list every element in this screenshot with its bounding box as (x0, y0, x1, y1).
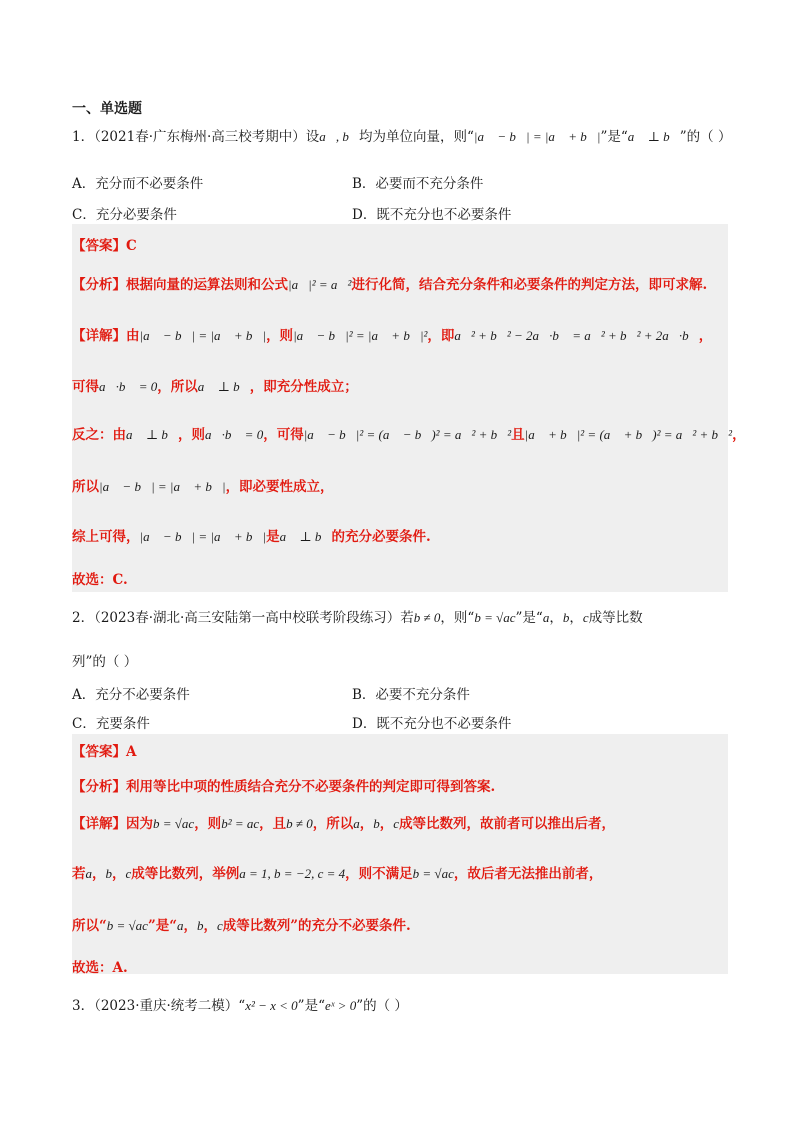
q1-math-vectors: a⃗, b⃗ (319, 129, 360, 144)
q2-detail-text: ”是“ (147, 918, 177, 934)
q2-math: b ≠ 0 (286, 816, 313, 831)
q1-option-c: C．充分必要条件 (72, 207, 177, 223)
q1-detail-line-2 (72, 375, 358, 395)
q2-math: b = √ac (412, 866, 454, 881)
q1-option-b: B．必要而不充分条件 (352, 176, 484, 192)
q2-math: b = √ac (106, 918, 148, 933)
question-3-stem (72, 996, 408, 1016)
q1-math: |a⃗ − b⃗|² = (a⃗ − b⃗)² = a⃗² + b⃗² (303, 427, 512, 442)
q2-detail-text: 成等比数列”的充分不必要条件. (222, 918, 411, 934)
q2-detail-text: ， (112, 866, 126, 882)
q2-detail-text: ，且 (259, 816, 287, 832)
q1-stem-text: 1．（2021春·广东梅州·高三校考期中）设 (72, 129, 320, 145)
q2-math: b (105, 866, 112, 881)
q1-detail-text: 【详解】由 (72, 328, 140, 344)
q1-stem-text: 均为单位向量，则“ (359, 129, 474, 145)
q2-choose: 故选：A. (72, 960, 128, 976)
q1-detail-text: 的充分必要条件. (331, 529, 431, 545)
q2-math: b ≠ 0 (413, 610, 441, 625)
q1-detail-text: ， (732, 427, 746, 443)
q1-detail-text: 综上可得， (72, 529, 140, 545)
q3-math: x² − x < 0 (245, 998, 298, 1013)
q2-math: b = √ac (474, 610, 516, 625)
q2-math: b² = ac (221, 816, 260, 831)
q2-math: a (353, 816, 360, 831)
q2-solution-box (72, 734, 728, 974)
q1-detail-text: 反之：由 (72, 427, 126, 443)
q2-detail-text: 所以“ (72, 918, 107, 934)
q2-option-d: D．既不充分也不必要条件 (352, 716, 512, 732)
q1-detail-text: ， (698, 328, 713, 344)
q1-answer: 【答案】C (72, 238, 137, 254)
q1-detail-text: ，即充分性成立； (249, 379, 358, 395)
q2-option-a: A．充分不必要条件 (72, 687, 190, 703)
q3-stem-text: ”的（ ） (356, 998, 408, 1014)
q2-analysis: 【分析】利用等比中项的性质结合充分不必要条件的判定即可得到答案. (72, 779, 496, 795)
q2-math: c (393, 816, 400, 831)
q1-math: |a⃗ + b⃗|² = (a⃗ + b⃗)² = a⃗² + b⃗² (524, 427, 733, 442)
q2-stem-text: 成等比数 (588, 610, 643, 626)
q1-math: |a⃗ − b⃗| = |a⃗ + b⃗| (139, 328, 267, 343)
q1-detail-text: 可得 (72, 379, 99, 395)
q2-detail-text: ，则不满足 (345, 866, 413, 882)
q1-math: |a⃗ − b⃗| = |a⃗ + b⃗| (139, 529, 267, 544)
q2-stem-text: ， (569, 610, 583, 626)
q2-detail-text: ， (359, 816, 374, 832)
q2-stem-text: ，则“ (440, 610, 475, 626)
q1-solution-box (72, 224, 746, 592)
q1-option-a: A．充分而不必要条件 (72, 176, 204, 192)
q1-detail-text: ，即 (427, 328, 455, 344)
q1-math: |a⃗ − b⃗| = |a⃗ + b⃗| (99, 479, 226, 494)
q2-option-c: C．充要条件 (72, 716, 150, 732)
q2-math: b (373, 816, 380, 831)
q1-detail-text: ，所以 (157, 379, 198, 395)
q1-stem-text: ”的（ ） (679, 129, 732, 145)
q1-math: a⃗ ⊥ b⃗ (126, 427, 178, 442)
q1-math: |a⃗ − b⃗|² = |a⃗ + b⃗|² (293, 328, 428, 343)
q2-detail-line-1 (72, 812, 615, 832)
q1-option-d: D．既不充分也不必要条件 (352, 207, 512, 223)
q1-math-perp: a⃗ ⊥ b⃗ (627, 129, 680, 144)
q2-detail-text: ， (92, 866, 106, 882)
question-2-stem (72, 608, 643, 628)
q3-math: eˣ > 0 (324, 998, 357, 1013)
q1-choose: 故选：C. (72, 572, 128, 588)
q2-stem-text: ”是“ (515, 610, 543, 626)
q2-detail-text: ， (203, 918, 217, 934)
q2-math: c (582, 610, 589, 625)
q3-stem-text: 3．（2023·重庆·统考二模）“ (72, 998, 246, 1014)
q2-option-b: B．必要不充分条件 (352, 687, 470, 703)
q2-math: a (176, 918, 184, 933)
q1-detail-line-1 (72, 324, 712, 344)
q2-detail-line-2 (72, 862, 602, 882)
q2-stem-line-2: 列”的（ ） (72, 654, 138, 670)
q1-math: a⃗ ⊥ b⃗ (279, 529, 332, 544)
q2-detail-text: ， (379, 816, 394, 832)
q1-math: a⃗ ⊥ b⃗ (197, 379, 250, 394)
q2-detail-line-3 (72, 914, 411, 934)
q1-detail-text: ，则 (177, 427, 205, 443)
q2-detail-text: ，所以 (312, 816, 354, 832)
q2-detail-text: 【详解】因为 (72, 816, 153, 832)
q3-stem-text: ”是“ (297, 998, 325, 1014)
q1-math: a⃗·b⃗ = 0 (99, 379, 158, 394)
q2-answer: 【答案】A (72, 744, 137, 760)
q2-math: a (542, 610, 550, 625)
q2-math: b (562, 610, 570, 625)
q1-detail-line-4 (72, 475, 334, 495)
q1-detail-line-3 (72, 423, 746, 443)
q1-detail-text: 是 (266, 529, 280, 545)
q1-stem-text: ”是“ (600, 129, 628, 145)
q2-detail-text: 若 (72, 866, 86, 882)
q1-analysis-text: 进行化简，结合充分条件和必要条件的判定方法，即可求解. (351, 277, 708, 293)
q1-detail-text: 所以 (72, 479, 99, 495)
q1-detail-text: ，则 (266, 328, 294, 344)
q2-math: a (85, 866, 92, 881)
q2-detail-text: 成等比数列，故前者可以推出后者， (399, 816, 616, 832)
q1-math-condition: |a⃗ − b⃗| = |a⃗ + b⃗| (473, 129, 601, 144)
q1-math-formula: |a⃗|² = a⃗² (288, 277, 352, 292)
q1-detail-text: ，即必要性成立， (225, 479, 334, 495)
section-title: 一、单选题 (72, 101, 142, 117)
q1-detail-text: 且 (511, 427, 525, 443)
q2-math: a = 1, b = −2, c = 4 (239, 866, 346, 881)
q2-stem-text: 2．（2023春·湖北·高三安陆第一高中校联考阶段练习）若 (72, 610, 414, 626)
question-1-stem (72, 127, 731, 147)
q2-detail-text: 成等比数列，举例 (131, 866, 240, 882)
q1-math: a⃗² + b⃗² − 2a⃗·b⃗ = a⃗² + b⃗² + 2a⃗·b⃗ (454, 328, 699, 343)
q1-math: a⃗·b⃗ = 0 (204, 427, 264, 442)
q2-math: b (196, 918, 204, 933)
q1-analysis-text: 【分析】根据向量的运算法则和公式 (72, 277, 288, 293)
q2-detail-text: ， (183, 918, 197, 934)
q1-analysis (72, 273, 707, 293)
q1-detail-text: ，可得 (263, 427, 304, 443)
q2-math: c (216, 918, 223, 933)
q2-detail-text: ，则 (194, 816, 222, 832)
q2-math: c (125, 866, 132, 881)
q2-detail-text: ，故后者无法推出前者， (453, 866, 603, 882)
q2-stem-text: ， (549, 610, 563, 626)
q2-math: b = √ac (153, 816, 195, 831)
q1-detail-line-5 (72, 525, 431, 545)
